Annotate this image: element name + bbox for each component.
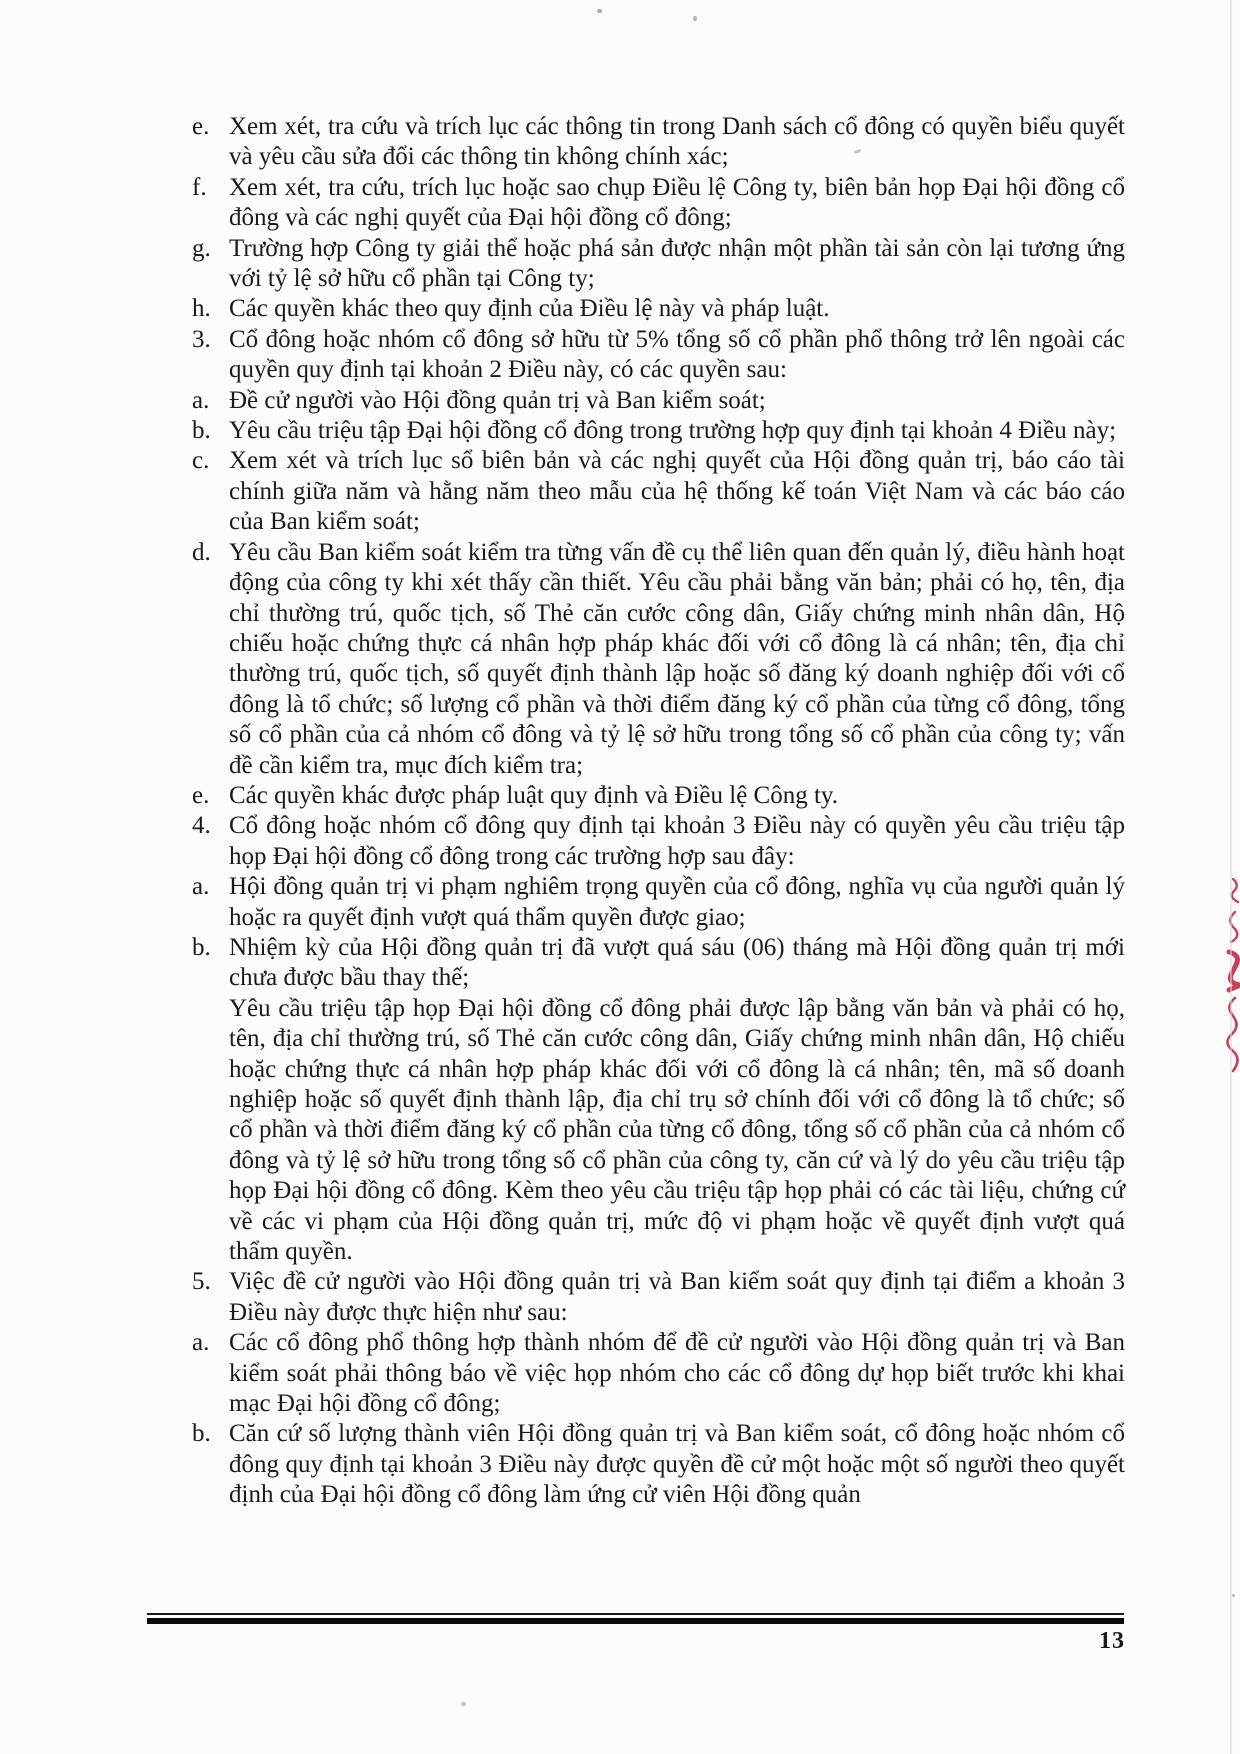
list-item-text: Nhiệm kỳ của Hội đồng quản trị đã vượt quá sáu (06) tháng mà Hội đồng quản trị mới chưa được bầu thay thế; [229,933,1125,992]
footer-rule-thick-line [147,1618,1124,1624]
list-item-text: Yêu cầu triệu tập Đại hội đồng cổ đông trong trường hợp quy định tại khoản 4 Điều này; [229,417,1117,445]
list-item-label: b. [192,1420,211,1448]
list-item [192,811,1125,872]
list-item-label: h. [192,295,211,323]
list-item-text: Cổ đông hoặc nhóm cổ đông quy định tại khoản 3 Điều này có quyền yêu cầu triệu tập họp Đại hội đồng cổ đông trong các trường hợp sau đây: [229,812,1125,870]
list-item-text: Cổ đông hoặc nhóm cổ đông sở hữu từ 5% tổng số cổ phần phổ thông trở lên ngoài các quyền quy định tại khoản 2 Điều này, có các quyền sau: [229,325,1125,384]
scan-edge-line [1230,0,1232,1754]
list-item-text: Yêu cầu triệu tập họp Đại hội đồng cổ đông phải được lập bằng văn bản và phải có họ, tên, địa chỉ thường trú, số Thẻ căn cước công dân, Giấy chứng minh nhân dân, Hộ chiếu hoặc chứng thực cá nhân hợp pháp khác đối với cổ đông là cá nhân; tên, mã số doanh nghiệp hoặc số quyết định thành lập, địa chỉ trụ sở chính đối với cổ đông là tổ chức; số cổ phần và thời điểm đăng ký cổ phần của từng cổ đông, tổng số cổ phần của cả nhóm cổ đông và tỷ lệ sở hữu trong tổng số cổ phần của công ty, căn cứ và lý do yêu cầu triệu tập họp Đại hội đồng cổ đông. Kèm theo yêu cầu triệu tập họp phải có các tài liệu, chứng cứ về các vi phạm của Hội đồng quản trị, mức độ vi phạm hoặc về quyết định vượt quá thẩm quyền. [229,994,1125,1266]
list-item-label: b. [192,933,211,961]
list-item-label: 5. [192,1268,211,1296]
list-item-text: Xem xét và trích lục sổ biên bản và các nghị quyết của Hội đồng quản trị, báo cáo tài chính giữa năm và hằng năm theo mẫu của hệ thống kế toán Việt Nam và các báo cáo của Ban kiểm soát; [229,447,1125,536]
list-item-text: Các quyền khác được pháp luật quy định và Điều lệ Công ty. [229,781,839,809]
list-item-label: f. [192,173,207,201]
list-item [192,112,1125,173]
scan-speck [461,1702,466,1706]
list-item-label: e. [192,113,210,140]
list-item [192,1267,1125,1328]
list-item-label: a. [192,1329,210,1357]
list-item-label: g. [192,234,211,262]
list-item-text: Đề cử người vào Hội đồng quản trị và Ban kiểm soát; [229,386,766,414]
list-item [192,325,1125,386]
list-item-text: Hội đồng quản trị vi phạm nghiêm trọng quyền của cổ đông, nghĩa vụ của người quản lý hoặc ra quyết định vượt quá thẩm quyền được giao; [229,873,1125,931]
list-item-label: 3. [192,325,211,353]
text-block [192,112,1125,1511]
list-item-text: Xem xét, tra cứu, trích lục hoặc sao chụp Điều lệ Công ty, biên bản họp Đại hội đồng cổ đông và các nghị quyết của Đại hội đồng cổ đông; [229,173,1125,232]
list-item [192,173,1125,234]
list-item-text: Trường hợp Công ty giải thể hoặc phá sản được nhận một phần tài sản còn lại tương ứng với tỷ lệ sở hữu cổ phần tại Công ty; [229,234,1125,293]
list-item-text: Xem xét, tra cứu và trích lục các thông tin trong Danh sách cổ đông có quyền biểu quyết và yêu cầu sửa đổi các thông tin không chính xác; [229,113,1125,171]
continuation-paragraph [192,994,1125,1268]
scan-speck [597,9,602,13]
list-item [192,416,1125,446]
list-item-label: a. [192,873,210,901]
list-item [192,1328,1125,1419]
list-item [192,1419,1125,1510]
list-item [192,446,1125,537]
list-item-text: Các quyền khác theo quy định của Điều lệ này và pháp luật. [229,295,830,323]
list-item-label: b. [192,417,211,445]
page-number: 13 [1099,1628,1125,1654]
list-item [192,872,1125,933]
list-item [192,538,1125,781]
list-item-text: Yêu cầu Ban kiểm soát kiểm tra từng vấn đề cụ thể liên quan đến quản lý, điều hành hoạt động của công ty khi xét thấy cần thiết. Yêu cầu phải bằng văn bản; phải có họ, tên, địa chỉ thường trú, quốc tịch, số Thẻ căn cước công dân, Giấy chứng minh nhân dân, Hộ chiếu hoặc chứng thực cá nhân hợp pháp khác đối với cổ đông là cá nhân; tên, địa chỉ thường trú, quốc tịch, số quyết định thành lập hoặc số đăng ký doanh nghiệp đối với cổ đông là tổ chức; số lượng cổ phần và thời điểm đăng ký cổ phần của từng cổ đông, tổng số cổ phần của cả nhóm cổ đông và tỷ lệ sở hữu trong tổng số cổ phần của công ty; vấn đề cần kiểm tra, mục đích kiểm tra; [229,538,1125,779]
scan-speck [693,16,697,21]
list-item [192,294,1125,324]
list-item-label: 4. [192,812,211,840]
list-item-text: Căn cứ số lượng thành viên Hội đồng quản trị và Ban kiểm soát, cổ đông hoặc nhóm cổ đông quy định tại khoản 3 Điều này được quyền đề cử một hoặc một số người theo quyết định của Đại hội đồng cổ đông làm ứng cử viên Hội đồng quản [229,1420,1125,1509]
list-item-text: Việc đề cử người vào Hội đồng quản trị và Ban kiểm soát quy định tại điểm a khoản 3 Điều này được thực hiện như sau: [229,1268,1125,1326]
footer-rule [147,1613,1124,1624]
list-item-label: a. [192,386,210,414]
list-item-label: d. [192,538,211,566]
list-item [192,933,1125,994]
list-item-text: Các cổ đông phổ thông hợp thành nhóm để đề cử người vào Hội đồng quản trị và Ban kiểm soát phải thông báo về việc họp nhóm cho các cổ đông dự họp biết trước khi khai mạc Đại hội đồng cổ đông; [229,1329,1125,1418]
list-item [192,781,1125,811]
list-item-label: e. [192,781,210,809]
list-item-label: c. [192,447,210,475]
list-item [192,234,1125,295]
list-item [192,386,1125,416]
scan-speck [1232,1594,1235,1597]
